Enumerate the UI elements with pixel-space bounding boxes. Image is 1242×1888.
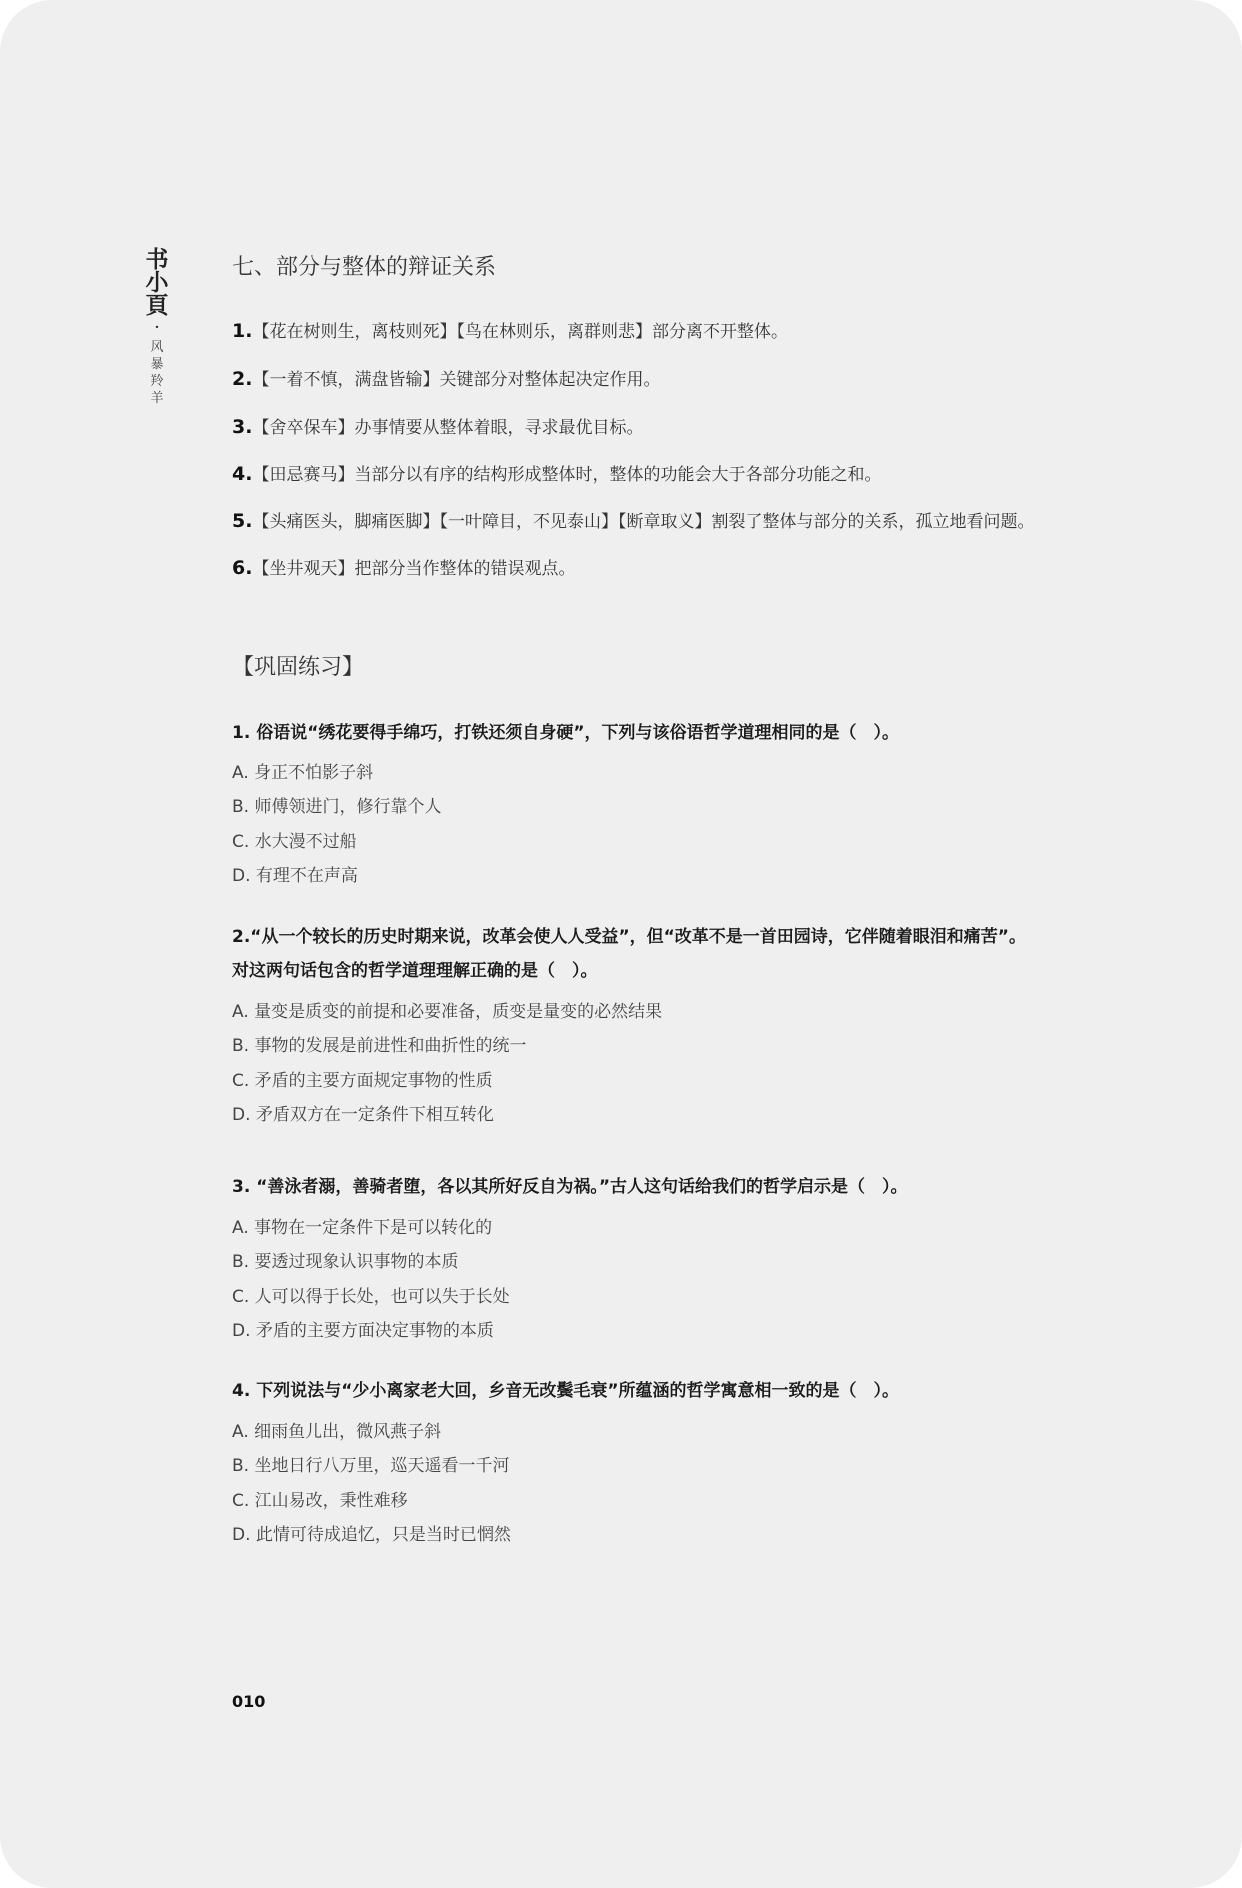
knowledge-point bbox=[232, 365, 660, 390]
answer-option: A. 事物在一定条件下是可以转化的 bbox=[232, 1218, 493, 1238]
brand-subtitle: 风暴羚羊 bbox=[150, 340, 164, 406]
answer-option: C. 人可以得于长处，也可以失于长处 bbox=[232, 1287, 510, 1307]
knowledge-point bbox=[232, 317, 788, 342]
point-number: 6. bbox=[232, 557, 253, 579]
question-stem: 2.“从一个较长的历史时期来说，改革会使人人受益”，但“改革不是一首田园诗，它伴随着眼泪和痛苦”。 bbox=[232, 927, 1026, 947]
brand-mark bbox=[145, 248, 169, 407]
point-number: 4. bbox=[232, 463, 253, 485]
answer-option: B. 要透过现象认识事物的本质 bbox=[232, 1252, 459, 1272]
knowledge-point bbox=[232, 507, 1034, 532]
point-text: 【花在树则生，离枝则死】【鸟在林则乐，离群则悲】部分离不开整体。 bbox=[252, 322, 788, 342]
question-stem: 3. “善泳者溺，善骑者堕，各以其所好反自为祸。”古人这句话给我们的哲学启示是（ ）。 bbox=[232, 1177, 908, 1197]
answer-option: D. 矛盾的主要方面决定事物的本质 bbox=[232, 1321, 494, 1341]
section-title: 七、部分与整体的辩证关系 bbox=[232, 255, 497, 280]
answer-option: A. 细雨鱼儿出，微风燕子斜 bbox=[232, 1422, 442, 1442]
brand-separator: · bbox=[154, 317, 160, 338]
page-number: 010 bbox=[232, 1692, 266, 1711]
point-number: 3. bbox=[232, 416, 253, 438]
answer-option: A. 量变是质变的前提和必要准备，质变是量变的必然结果 bbox=[232, 1002, 663, 1022]
answer-option: C. 矛盾的主要方面规定事物的性质 bbox=[232, 1071, 493, 1091]
point-number: 2. bbox=[232, 368, 253, 390]
point-number: 5. bbox=[232, 510, 253, 532]
point-text: 【头痛医头，脚痛医脚】【一叶障目，不见泰山】【断章取义】割裂了整体与部分的关系，孤立地看问题。 bbox=[252, 512, 1035, 532]
answer-option: B. 坐地日行八万里，巡天遥看一千河 bbox=[232, 1456, 510, 1476]
question-stem: 对这两句话包含的哲学道理理解正确的是（ ）。 bbox=[232, 961, 598, 981]
question-stem: 1. 俗语说“绣花要得手绵巧，打铁还须自身硬”，下列与该俗语哲学道理相同的是（ ）。 bbox=[232, 723, 900, 743]
answer-option: D. 矛盾双方在一定条件下相互转化 bbox=[232, 1105, 494, 1125]
knowledge-point bbox=[232, 413, 643, 438]
answer-option: C. 水大漫不过船 bbox=[232, 832, 357, 852]
brand-logo: 书小頁 bbox=[145, 246, 169, 319]
point-text: 【坐井观天】把部分当作整体的错误观点。 bbox=[252, 559, 576, 579]
point-text: 【舍卒保车】办事情要从整体着眼，寻求最优目标。 bbox=[252, 418, 644, 438]
knowledge-point bbox=[232, 554, 575, 579]
point-text: 【一着不慎，满盘皆输】关键部分对整体起决定作用。 bbox=[252, 370, 661, 390]
answer-option: B. 师傅领进门，修行靠个人 bbox=[232, 797, 442, 817]
answer-option: D. 此情可待成追忆，只是当时已惘然 bbox=[232, 1525, 511, 1545]
answer-option: A. 身正不怕影子斜 bbox=[232, 763, 374, 783]
answer-option: C. 江山易改，秉性难移 bbox=[232, 1491, 408, 1511]
practice-title: 【巩固练习】 bbox=[232, 655, 365, 680]
point-number: 1. bbox=[232, 320, 253, 342]
question-stem: 4. 下列说法与“少小离家老大回，乡音无改鬓毛衰”所蕴涵的哲学寓意相一致的是（ ）。 bbox=[232, 1381, 900, 1401]
point-text: 【田忌赛马】当部分以有序的结构形成整体时，整体的功能会大于各部分功能之和。 bbox=[252, 465, 882, 485]
knowledge-point bbox=[232, 460, 881, 485]
answer-option: D. 有理不在声高 bbox=[232, 866, 358, 886]
answer-option: B. 事物的发展是前进性和曲折性的统一 bbox=[232, 1036, 527, 1056]
